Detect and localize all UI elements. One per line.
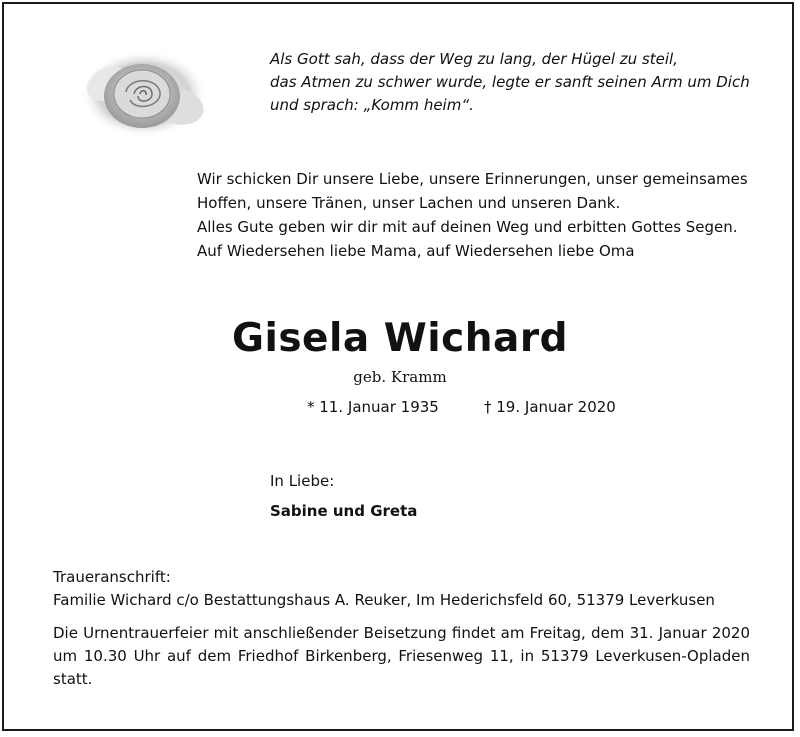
address-label: Traueranschrift: (53, 568, 171, 586)
birth-date: * 11. Januar 1935 (307, 398, 439, 416)
poem-line: das Atmen zu schwer wurde, legte er sanft seinen Arm um Dich (270, 73, 750, 91)
poem-text (270, 48, 770, 117)
ceremony-line: um 10.30 Uhr auf dem Friedhof Birkenberg, Friesenweg 11, in 51379 Leverkusen-Opladen (53, 647, 750, 665)
poem-line: und sprach: „Komm heim“. (270, 96, 474, 114)
maiden-name: geb. Kramm (353, 368, 447, 386)
farewell-line: Alles Gute geben wir dir mit auf deinen Weg und erbitten Gottes Segen. (197, 218, 738, 236)
rose-icon (78, 48, 210, 140)
ceremony-line: statt. (53, 670, 93, 688)
ceremony-info (53, 622, 750, 691)
address-text: Familie Wichard c/o Bestattungshaus A. Reuker, Im Hederichsfeld 60, 51379 Leverkusen (53, 591, 715, 609)
mourners-names: Sabine und Greta (270, 502, 418, 520)
mourning-address (53, 566, 753, 612)
farewell-text (197, 167, 777, 263)
mourners-label: In Liebe: (270, 472, 335, 490)
poem-line: Als Gott sah, dass der Weg zu lang, der Hügel zu steil, (270, 50, 678, 68)
death-date: † 19. Januar 2020 (484, 398, 616, 416)
farewell-line: Auf Wiedersehen liebe Mama, auf Wiedersehen liebe Oma (197, 242, 635, 260)
farewell-line: Wir schicken Dir unsere Liebe, unsere Erinnerungen, unser gemeinsames (197, 170, 748, 188)
deceased-name: Gisela Wichard (231, 316, 569, 361)
farewell-line: Hoffen, unsere Tränen, unser Lachen und unseren Dank. (197, 194, 621, 212)
ceremony-line: Die Urnentrauerfeier mit anschließender Beisetzung findet am Freitag, dem 31. Januar 2020 (53, 624, 750, 642)
